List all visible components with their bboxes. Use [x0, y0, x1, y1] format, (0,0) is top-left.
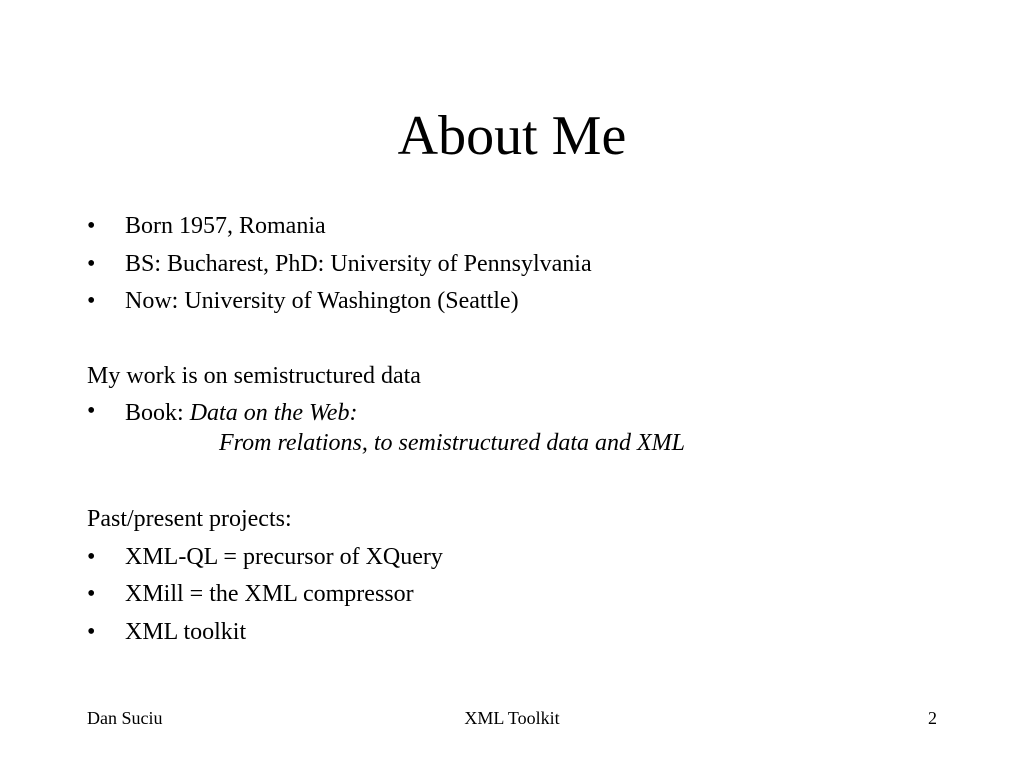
- bio-born: Born 1957, Romania: [125, 213, 326, 239]
- book-title: Data on the Web:: [189, 399, 358, 426]
- list-item: [87, 283, 967, 321]
- work-heading: My work is on semistructured data: [87, 363, 421, 389]
- list-item: [87, 576, 967, 614]
- projects-heading: Past/present projects:: [87, 506, 292, 532]
- list-item: [87, 539, 967, 577]
- list-item: [87, 396, 967, 464]
- bio-current: Now: University of Washington (Seattle): [125, 288, 519, 314]
- book-list: [87, 396, 967, 464]
- slide-title: About Me: [397, 105, 627, 167]
- bullet-icon: •: [87, 288, 96, 314]
- footer-deck-title: XML Toolkit: [464, 708, 560, 728]
- book-subtitle: From relations, to semistructured data and XML: [219, 429, 685, 456]
- project-toolkit: XML toolkit: [125, 618, 247, 645]
- list-item: [87, 208, 967, 246]
- spacer: [87, 321, 967, 359]
- bullet-icon: •: [87, 250, 96, 277]
- bullet-icon: •: [87, 213, 96, 239]
- bullet-icon: •: [87, 543, 96, 570]
- project-xmlql: XML-QL = precursor of XQuery: [125, 543, 443, 570]
- list-item: [87, 246, 967, 284]
- bullet-icon: •: [87, 618, 96, 645]
- spacer: [87, 464, 967, 502]
- projects-list: [87, 539, 967, 652]
- list-item: [87, 614, 967, 652]
- footer-page-number: 2: [928, 708, 937, 728]
- slide-body: [87, 208, 967, 651]
- bio-education: BS: Bucharest, PhD: University of Pennsylvania: [125, 250, 592, 277]
- footer-author: Dan Suciu: [87, 708, 163, 728]
- book-label: Book:: [125, 399, 190, 426]
- bullet-icon: •: [87, 397, 96, 424]
- bullet-icon: •: [87, 581, 96, 607]
- bio-list: [87, 208, 967, 321]
- project-xmill: XMill = the XML compressor: [125, 581, 414, 607]
